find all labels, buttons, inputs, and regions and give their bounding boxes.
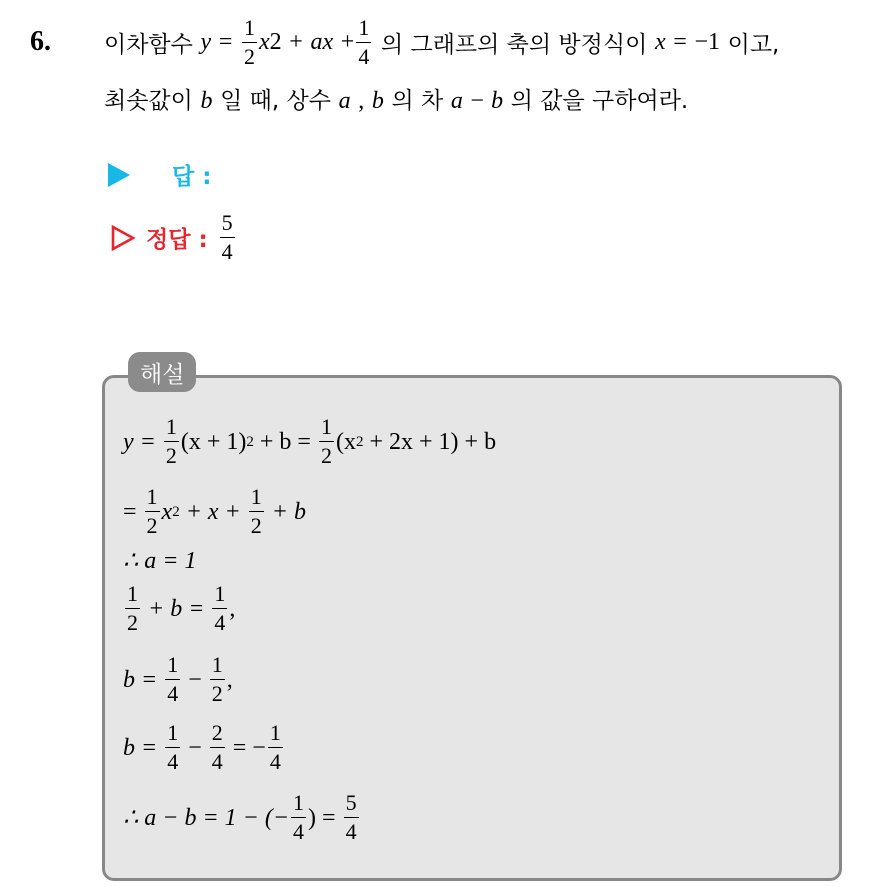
- fraction-numerator: 1: [127, 581, 138, 606]
- fraction-numerator: 1: [293, 790, 305, 815]
- solution-line-3: [123, 549, 196, 573]
- fraction: [210, 722, 225, 773]
- question-text: 의 차: [391, 88, 444, 114]
- fraction: [210, 654, 225, 705]
- solution-line-7: [123, 792, 361, 843]
- fraction: [249, 486, 264, 537]
- correct-answer-label: 정답 :: [146, 227, 208, 253]
- fraction-denominator: 2: [250, 513, 262, 538]
- correct-answer-value: [220, 212, 235, 263]
- math-text: ,: [229, 595, 236, 622]
- fraction: [242, 14, 257, 69]
- math-text: x: [161, 498, 173, 525]
- fraction-denominator: 4: [221, 239, 233, 264]
- question-text: 의 그래프의 축의 방정식이: [380, 31, 648, 58]
- math-op: +: [289, 29, 303, 55]
- play-triangle-icon: [108, 163, 130, 187]
- question-text: 최솟값이: [104, 88, 193, 114]
- math-text: b =: [123, 734, 158, 761]
- math-text: (x + 1): [180, 428, 247, 455]
- fraction-denominator: 4: [211, 749, 223, 774]
- math-var: a: [338, 88, 351, 114]
- fraction: [319, 416, 334, 467]
- fraction-denominator: 4: [269, 749, 281, 774]
- math-text: ∴ a = 1: [123, 548, 197, 574]
- fraction-denominator: 4: [345, 819, 357, 844]
- answer-row: [108, 158, 211, 191]
- solution-line-1: y = $\frac{1}{2}$ (x + 1) 2 + b = $\frac{1}{2}$ (x 2 + 2x + 1) + b: [123, 414, 497, 468]
- fraction-numerator: 1: [165, 414, 177, 439]
- fraction: [268, 722, 283, 773]
- math-text: (x: [335, 428, 356, 455]
- fraction-denominator: 2: [165, 443, 177, 468]
- fraction: [125, 583, 140, 634]
- math-text: −: [188, 666, 202, 693]
- question-line-1: [104, 9, 779, 75]
- fraction: [165, 654, 180, 705]
- fraction-numerator: 1: [214, 581, 226, 606]
- math-text: + x +: [185, 498, 241, 525]
- fraction: [291, 792, 306, 843]
- math-text: + 2x + 1) + b: [369, 428, 497, 455]
- math-var: x: [654, 29, 666, 55]
- fraction-numerator: 5: [345, 790, 357, 815]
- question-line-2: [104, 82, 688, 115]
- fraction: [356, 14, 371, 69]
- fraction-denominator: 2: [146, 513, 158, 538]
- question-number: 6.: [30, 26, 51, 57]
- fraction-denominator: 2: [244, 43, 255, 69]
- fraction: [164, 416, 179, 467]
- fraction-numerator: 1: [211, 652, 223, 677]
- fraction-denominator: 4: [293, 819, 305, 844]
- math-text: ,: [226, 666, 233, 693]
- math-expression: a − b: [450, 88, 504, 114]
- question-text: 이고,: [727, 31, 780, 58]
- question-text: 일 때, 상수: [220, 88, 331, 114]
- fraction-numerator: 1: [269, 720, 281, 745]
- math-op: +: [340, 29, 355, 55]
- fraction-numerator: 1: [167, 652, 179, 677]
- outline-triangle-icon: [110, 225, 136, 251]
- fraction-numerator: 1: [358, 14, 370, 40]
- solution-line-6: [123, 722, 285, 773]
- math-var: y: [200, 29, 212, 55]
- fraction-denominator: 4: [214, 610, 226, 635]
- math-text: ∴ a − b = 1 − (−: [123, 804, 290, 831]
- fraction-denominator: 4: [167, 681, 179, 706]
- solution-line-4: [123, 583, 235, 634]
- exponent: 2: [269, 29, 282, 55]
- correct-answer-row: [110, 212, 237, 263]
- math-text: −: [188, 734, 202, 761]
- math-var: ax: [310, 29, 334, 55]
- math-text: + b: [271, 498, 306, 525]
- question-text: 의 값을 구하여라.: [510, 88, 689, 114]
- fraction: [165, 722, 180, 773]
- fraction-numerator: 1: [320, 414, 332, 439]
- math-var: x: [259, 29, 270, 55]
- math-op: ,: [358, 88, 365, 114]
- solution-line-5: [123, 654, 233, 705]
- math-op: =: [218, 29, 233, 55]
- fraction: [212, 583, 227, 634]
- answer-label: 답 :: [172, 164, 212, 190]
- math-text: y =: [123, 428, 156, 455]
- fraction-numerator: 1: [167, 720, 179, 745]
- math-text: ) =: [308, 804, 336, 831]
- math-text: + b =: [148, 595, 205, 622]
- math-value: −1: [694, 29, 720, 55]
- fraction-denominator: 2: [127, 610, 138, 635]
- math-text: =: [123, 498, 137, 525]
- math-var: b: [371, 88, 384, 114]
- math-text: + b =: [259, 428, 311, 455]
- fraction-denominator: 2: [320, 443, 332, 468]
- fraction-numerator: 2: [211, 720, 223, 745]
- solution-line-2: = $\frac{1}{2}$ x 2 + x + $\frac{1}{2}$ + b: [123, 484, 306, 538]
- fraction-numerator: 1: [244, 14, 255, 40]
- fraction: [145, 486, 160, 537]
- fraction-denominator: 4: [358, 43, 370, 69]
- fraction-numerator: 1: [250, 484, 262, 509]
- fraction-denominator: 4: [167, 749, 179, 774]
- math-var: b: [200, 88, 213, 114]
- question-text: 이차함수: [104, 31, 193, 58]
- fraction-numerator: 5: [221, 210, 233, 235]
- fraction-denominator: 2: [211, 681, 223, 706]
- math-op: =: [673, 29, 687, 55]
- solution-tab: 해설: [128, 352, 196, 392]
- fraction-numerator: 1: [146, 484, 158, 509]
- math-text: = −: [232, 734, 266, 761]
- fraction: [344, 792, 359, 843]
- math-text: b =: [123, 666, 158, 693]
